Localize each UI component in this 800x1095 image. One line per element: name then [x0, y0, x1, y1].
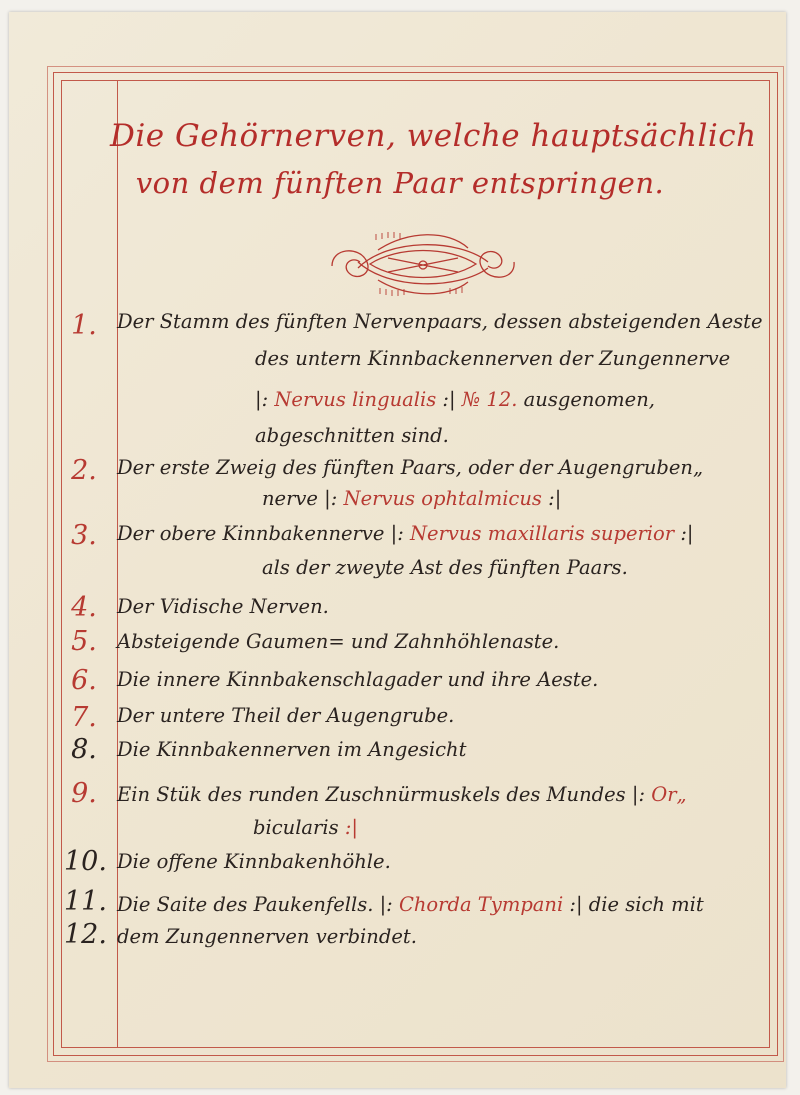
- entry-text-line: [117, 630, 559, 653]
- entry-number: 9.: [71, 778, 97, 809]
- entry-text-line: [117, 310, 763, 333]
- entry-text: ausgenomen,: [517, 388, 655, 411]
- entry-number: 8.: [71, 734, 97, 765]
- entry-text-line: [117, 456, 703, 479]
- entry-text: Die innere Kinnbakenschlagader und ihre Aeste.: [117, 668, 599, 691]
- entry-text: :| die sich mit: [563, 893, 704, 916]
- entry-number: 4.: [71, 592, 97, 623]
- entry-text: Absteigende Gaumen= und Zahnhöhlenaste.: [117, 630, 560, 653]
- entry-text: :|: [541, 487, 562, 510]
- entry-text: bicularis: [253, 816, 339, 839]
- entry-text-line: [117, 850, 391, 873]
- entry-text: nerve |:: [262, 487, 344, 510]
- entry-text: des untern Kinnbackennerven der Zungennerve: [255, 347, 731, 370]
- entry-text: :|: [674, 522, 694, 545]
- latin-term: Or„: [651, 783, 687, 806]
- entry-text-line: [262, 487, 561, 510]
- entry-text-line: [117, 893, 704, 916]
- entry-text-line: [117, 925, 417, 948]
- entry-text: Die offene Kinnbakenhöhle.: [117, 850, 391, 873]
- entry-text: abgeschnitten sind.: [255, 424, 449, 447]
- entry-text-line: [255, 388, 655, 411]
- entry-text: Der erste Zweig des fünften Paars, oder der Augengruben„: [117, 456, 704, 479]
- page-title-line-1: Die Gehörnerven, welche hauptsächlich: [110, 118, 757, 154]
- entry-text: Der obere Kinnbakennerve |:: [117, 522, 410, 545]
- calligraphic-flourish-ornament: [318, 228, 528, 298]
- latin-term: Chorda Tympani: [398, 893, 564, 916]
- latin-term: Nervus maxillaris superior: [409, 522, 675, 545]
- latin-term: :|: [338, 816, 358, 839]
- entry-text: als der zweyte Ast des fünften Paars.: [262, 556, 628, 579]
- entry-text: Die Kinnbakennerven im Angesicht: [117, 738, 467, 761]
- entry-number: 6.: [71, 665, 97, 696]
- entry-text: |:: [255, 388, 275, 411]
- latin-term: Nervus lingualis: [274, 388, 437, 411]
- entry-number: 3.: [71, 520, 97, 551]
- entry-text: Die Saite des Paukenfells. |:: [117, 893, 399, 916]
- entry-text: Ein Stük des runden Zuschnürmuskels des Mundes |:: [117, 783, 652, 806]
- latin-term: № 12.: [461, 388, 518, 411]
- entry-text-line: [117, 738, 466, 761]
- entry-text-line: [117, 668, 598, 691]
- entry-text: Der Stamm des fünften Nervenpaars, dessen absteigenden Aeste: [117, 310, 763, 333]
- entry-text-line: [117, 783, 687, 806]
- entry-text-line: [255, 424, 449, 447]
- entry-text-line: [262, 556, 628, 579]
- entry-number: 12.: [64, 919, 107, 950]
- entry-text-line: [117, 522, 693, 545]
- entry-text: Der untere Theil der Augengrube.: [117, 704, 455, 727]
- entry-text-line: [117, 704, 454, 727]
- entry-text: dem Zungennerven verbindet.: [117, 925, 417, 948]
- entry-text: :|: [436, 388, 462, 411]
- latin-term: Nervus ophtalmicus: [343, 487, 542, 510]
- page-title-line-2: von dem fünften Paar entspringen.: [135, 166, 665, 200]
- entry-text-line: [255, 347, 730, 370]
- entry-text: Der Vidische Nerven.: [117, 595, 329, 618]
- entry-number: 10.: [64, 846, 107, 877]
- entry-number: 2.: [71, 455, 97, 486]
- entry-text-line: [253, 816, 358, 839]
- entry-number: 11.: [64, 886, 107, 917]
- entry-number: 5.: [71, 626, 97, 657]
- entry-number: 1.: [71, 310, 97, 341]
- entry-number: 7.: [71, 702, 97, 733]
- entry-text-line: [117, 595, 329, 618]
